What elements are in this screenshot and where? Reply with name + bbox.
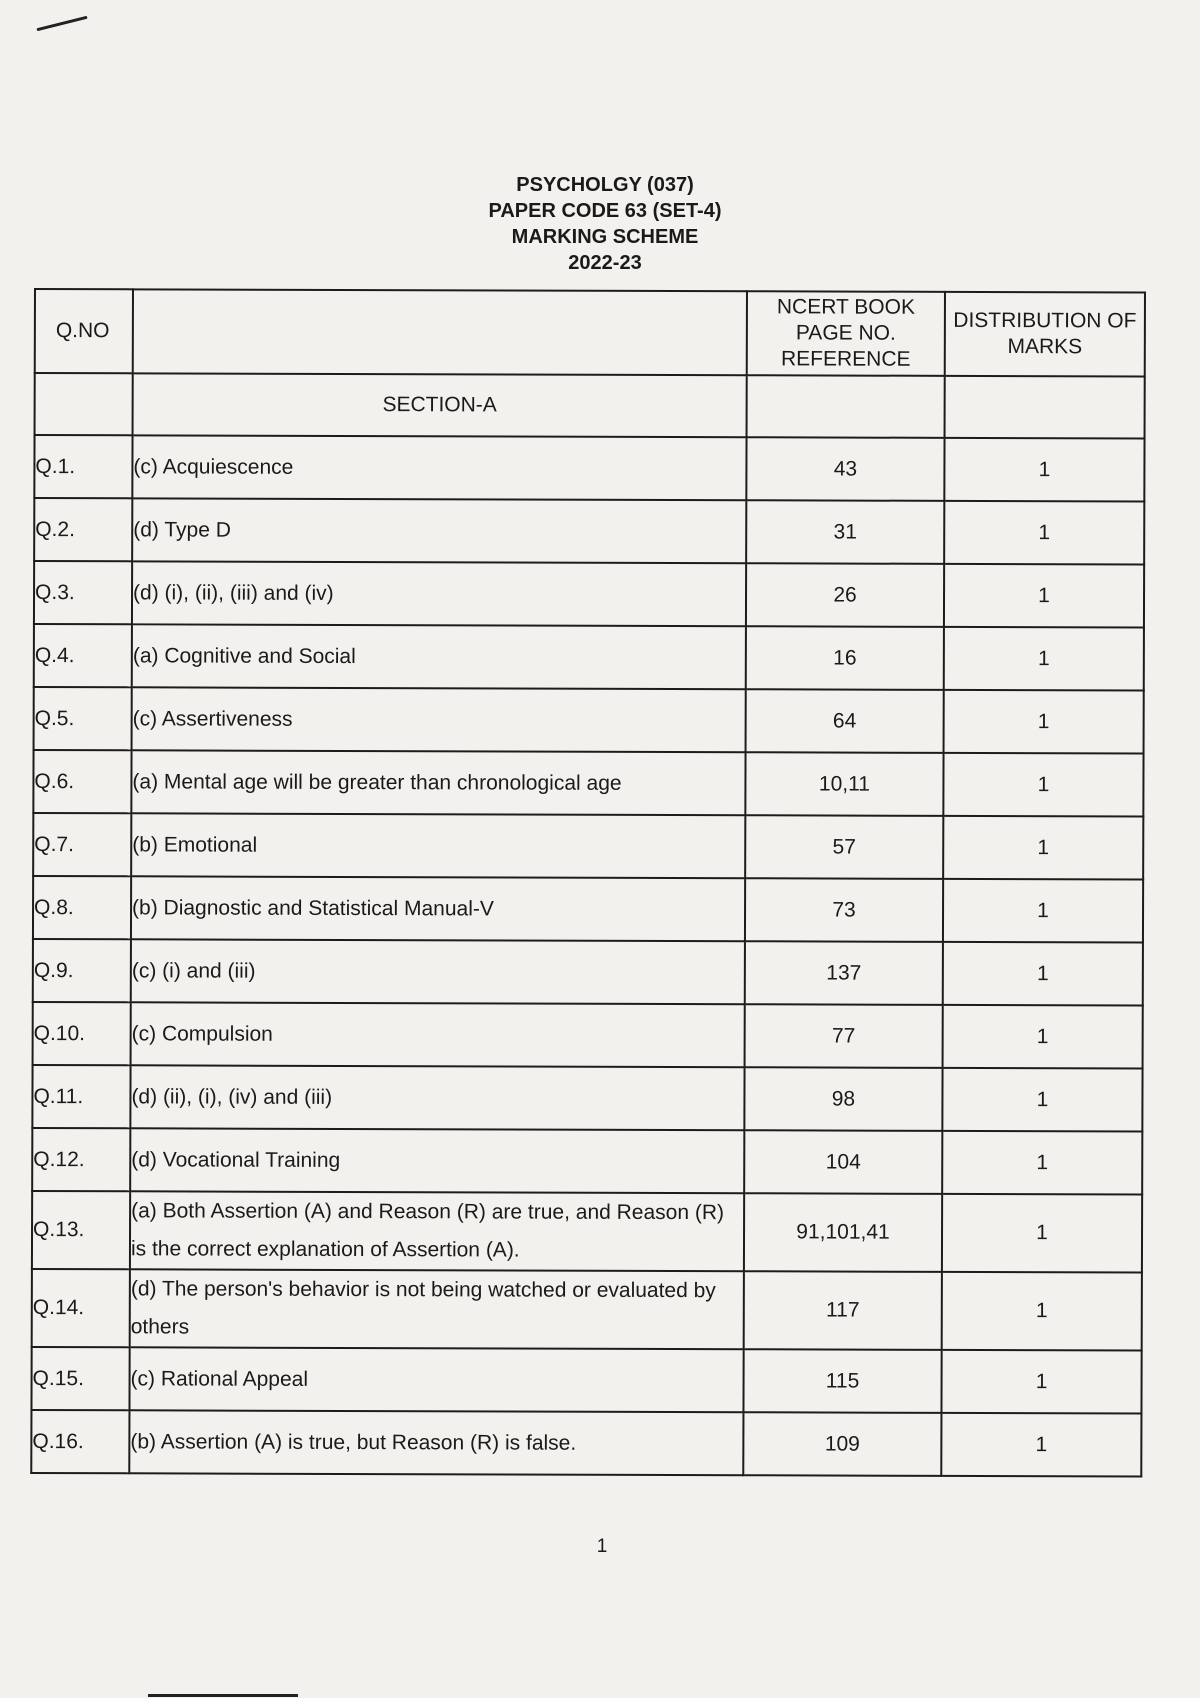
- marking-scheme-table-wrapper: [30, 288, 1144, 1477]
- question-number: Q.5.: [34, 687, 132, 750]
- marks-cell: 1: [944, 501, 1144, 565]
- question-number: Q.13.: [32, 1191, 130, 1269]
- question-number: Q.4.: [34, 624, 132, 687]
- table-row: [33, 750, 1143, 816]
- answer-cell: (d) (ii), (i), (iv) and (iii): [130, 1065, 744, 1130]
- marks-cell: 1: [943, 879, 1143, 943]
- table-row: [32, 1191, 1142, 1272]
- page-reference-cell: 43: [746, 437, 944, 501]
- title-subject: PSYCHOLGY (037): [516, 174, 694, 196]
- question-number: Q.11.: [32, 1065, 130, 1128]
- question-number: Q.16.: [31, 1410, 129, 1473]
- answer-cell: (c) Acquiescence: [132, 435, 746, 500]
- page-reference-cell: 10,11: [745, 752, 943, 816]
- question-number: Q.8.: [33, 876, 131, 939]
- table-row: [34, 624, 1144, 690]
- marks-cell: 1: [942, 1131, 1142, 1195]
- answer-cell: (a) Mental age will be greater than chronological age: [131, 750, 745, 815]
- question-number: Q.3.: [34, 561, 132, 624]
- answer-cell: (a) Cognitive and Social: [132, 624, 746, 689]
- table-row: [31, 1410, 1141, 1476]
- page-reference-cell: 115: [743, 1349, 941, 1413]
- answer-cell: (b) Diagnostic and Statistical Manual-V: [131, 876, 745, 941]
- question-number: Q.7.: [33, 813, 131, 876]
- question-number: Q.12.: [32, 1128, 130, 1191]
- header-page-reference: NCERT BOOK PAGE NO. REFERENCE: [747, 291, 945, 376]
- header-distribution-of-marks: DISTRIBUTION OF MARKS: [945, 292, 1145, 377]
- footer-rule: [148, 1694, 298, 1697]
- answer-cell: (b) Emotional: [131, 813, 745, 878]
- table-row: [34, 561, 1144, 627]
- section-empty-cell: [945, 376, 1145, 439]
- question-number: Q.9.: [33, 939, 131, 1002]
- question-number: Q.10.: [33, 1002, 131, 1065]
- header-answer: [133, 289, 747, 375]
- question-number: Q.6.: [33, 750, 131, 813]
- page-reference-cell: 64: [746, 689, 944, 753]
- table-row: [32, 1269, 1142, 1350]
- title-year: 2022-23: [568, 252, 642, 274]
- page-reference-cell: 16: [746, 626, 944, 690]
- section-row: [35, 373, 1145, 438]
- page-reference-cell: 104: [744, 1130, 942, 1194]
- page-reference-cell: 91,101,41: [744, 1193, 942, 1272]
- table-row: [33, 813, 1143, 879]
- answer-cell: (d) The person's behavior is not being watched or evaluated by others: [130, 1269, 744, 1349]
- answer-cell: (d) Type D: [132, 498, 746, 563]
- table-row: [33, 876, 1143, 942]
- table-row: [33, 1002, 1143, 1068]
- section-empty-cell: [35, 373, 133, 435]
- marks-cell: 1: [944, 564, 1144, 628]
- table-header-row: [35, 289, 1145, 376]
- marks-cell: 1: [942, 1272, 1142, 1351]
- title-marking-scheme: MARKING SCHEME: [511, 226, 699, 248]
- answer-cell: (c) Rational Appeal: [129, 1347, 743, 1412]
- marks-cell: 1: [941, 1350, 1141, 1414]
- answer-cell: (d) (i), (ii), (iii) and (iv): [132, 561, 746, 626]
- marks-cell: 1: [944, 690, 1144, 754]
- table-row: [32, 1065, 1142, 1131]
- header-qno: Q.NO: [35, 289, 133, 373]
- table-row: [34, 498, 1144, 564]
- marks-cell: 1: [944, 438, 1144, 502]
- page-reference-cell: 137: [745, 941, 943, 1005]
- table-row: [33, 939, 1143, 1005]
- page-reference-cell: 77: [745, 1004, 943, 1068]
- answer-cell: (b) Assertion (A) is true, but Reason (R) is false.: [129, 1410, 743, 1475]
- marks-cell: 1: [941, 1413, 1141, 1477]
- marks-cell: 1: [943, 942, 1143, 1006]
- pen-mark: [36, 16, 87, 31]
- document-header: [0, 172, 1200, 276]
- table-row: [34, 435, 1144, 501]
- marks-cell: 1: [944, 627, 1144, 691]
- table-row: [31, 1347, 1141, 1413]
- page-reference-cell: 26: [746, 563, 944, 627]
- answer-cell: (c) (i) and (iii): [131, 939, 745, 1004]
- marks-cell: 1: [942, 1194, 1142, 1273]
- question-number: Q.1.: [34, 435, 132, 498]
- page-reference-cell: 98: [744, 1067, 942, 1131]
- answer-cell: (a) Both Assertion (A) and Reason (R) are true, and Reason (R) is the correct explanation of Assertion (A).: [130, 1191, 744, 1271]
- question-number: Q.15.: [31, 1347, 129, 1410]
- title-paper-code: PAPER CODE 63 (SET-4): [488, 200, 722, 222]
- page-reference-cell: 117: [744, 1271, 942, 1350]
- section-empty-cell: [747, 375, 945, 438]
- marking-scheme-table: [30, 288, 1146, 1477]
- marks-cell: 1: [943, 816, 1143, 880]
- section-title: SECTION-A: [133, 373, 747, 437]
- question-number: Q.14.: [32, 1269, 130, 1347]
- question-number: Q.2.: [34, 498, 132, 561]
- page-reference-cell: 31: [746, 500, 944, 564]
- page-number: 1: [596, 1536, 608, 1557]
- answer-cell: (c) Compulsion: [131, 1002, 745, 1067]
- marks-cell: 1: [942, 1068, 1142, 1132]
- page-reference-cell: 57: [745, 815, 943, 879]
- answer-cell: (d) Vocational Training: [130, 1128, 744, 1193]
- table-row: [34, 687, 1144, 753]
- answer-cell: (c) Assertiveness: [132, 687, 746, 752]
- page-reference-cell: 73: [745, 878, 943, 942]
- page-reference-cell: 109: [743, 1412, 941, 1476]
- marks-cell: 1: [943, 753, 1143, 817]
- marks-cell: 1: [943, 1005, 1143, 1069]
- table-row: [32, 1128, 1142, 1194]
